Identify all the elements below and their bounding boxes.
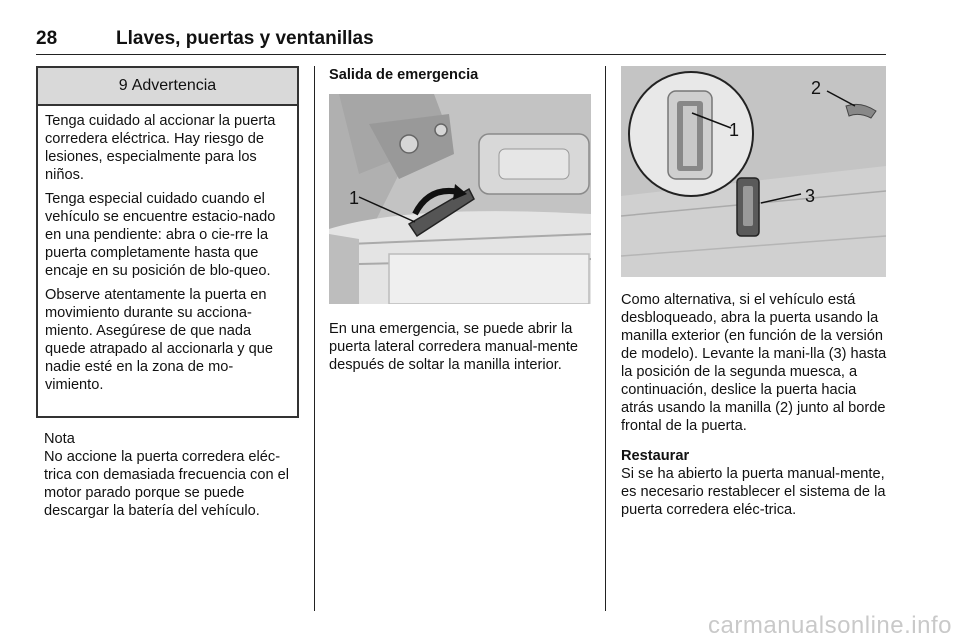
- exterior-handle-figure: [621, 66, 886, 277]
- emergency-text: En una emergencia, se puede abrir la puerta lateral corredera manual-mente después de soltar la manilla interior.: [329, 321, 579, 373]
- figure-label-1: 1: [729, 120, 740, 140]
- figure-label-3: 3: [805, 186, 816, 206]
- warning-paragraph: Observe atentamente la puerta en movimiento durante su acciona-miento. Asegúrese de que nada quede atrapado al accionarla y que nadie esté en la zona de mo-vimiento.: [45, 287, 273, 393]
- warning-icon: 9: [118, 77, 128, 94]
- header-rule: [36, 54, 886, 55]
- alternative-text: Como alternativa, si el vehículo está desbloqueado, abra la puerta usando la manilla exterior (en función de la versión de modelo). Levante la mani-lla (3) hasta la posición de la segunda muesca, a continuación, deslice la puerta hacia atrás usando la manilla (2) junto al borde frontal de la puerta.: [621, 292, 887, 434]
- page-number: 28: [36, 28, 58, 49]
- watermark: carmanualsonline.info: [708, 612, 952, 639]
- warning-box: [36, 66, 299, 418]
- emergency-heading: Salida de emergencia: [329, 67, 479, 83]
- restore-heading: Restaurar: [621, 448, 690, 464]
- warning-paragraph: Tenga especial cuidado cuando el vehículo se encuentre estacio-nado en una pendiente: abra o cie-rre la puerta completamente hasta que encaje en su posición de blo-queo.: [45, 191, 276, 279]
- note-heading: Nota: [44, 431, 75, 447]
- warning-body: [38, 106, 297, 394]
- column-divider-2: [605, 66, 606, 611]
- emergency-illustration: [329, 94, 591, 304]
- figure-label-1: 1: [349, 188, 360, 208]
- note-text: No accione la puerta corredera eléc-trica con demasiada frecuencia con el motor parado porque se puede descargar la batería del vehículo.: [44, 449, 289, 519]
- column-divider-1: [314, 66, 315, 611]
- restore-text: Si se ha abierto la puerta manual-mente, es necesario restablecer el sistema de la puerta corredera eléc-trica.: [621, 466, 886, 518]
- figure-label-2: 2: [811, 78, 822, 98]
- warning-header: [38, 68, 297, 106]
- warning-paragraph: Tenga cuidado al accionar la puerta corredera eléctrica. Hay riesgo de lesiones, especialmente para los niños.: [45, 113, 276, 183]
- restore-section: [621, 447, 889, 519]
- page-header: [36, 28, 886, 54]
- exterior-handle-illustration: [621, 66, 886, 277]
- warning-title: Advertencia: [131, 77, 217, 94]
- note-section: [44, 430, 304, 520]
- page-title: Llaves, puertas y ventanillas: [116, 28, 374, 49]
- emergency-figure: [329, 94, 591, 304]
